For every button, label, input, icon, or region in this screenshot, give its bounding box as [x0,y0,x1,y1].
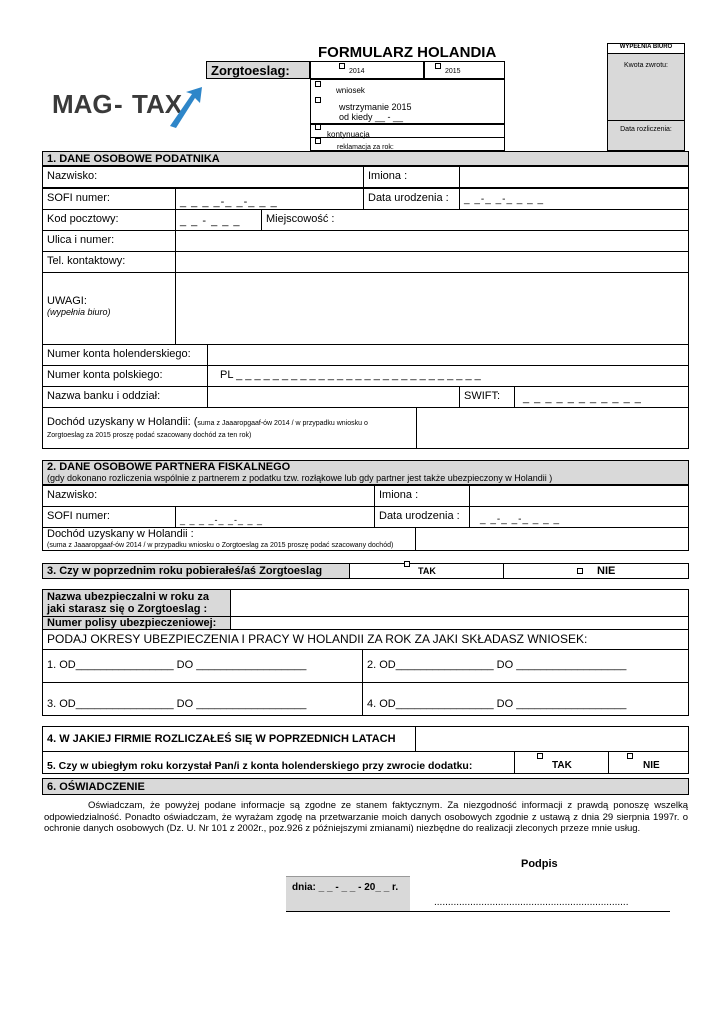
s3-tak-cell[interactable] [349,563,504,579]
s2-sofi-input[interactable]: _ _ _ _-_ _-_ _ _ [175,506,375,528]
s1-konto-hol-label: Numer konta holenderskiego: [42,344,208,366]
s5-nie-cell[interactable] [608,751,689,774]
s3-tak-label: TAK [418,566,436,576]
reklamacja-checkbox[interactable] [315,138,321,144]
s1-ulica-label: Ulica i numer: [42,230,176,252]
s3-ubezp-input[interactable] [230,589,689,617]
s6-signature-dots: ...................................................................... [434,897,629,908]
s5-nie-checkbox[interactable] [627,753,633,759]
wniosek-label: wniosek [336,86,365,95]
s1-swift-label: SWIFT: [459,386,515,408]
logo-dash: - [114,89,123,119]
section-6-heading: 6. OŚWIADCZENIE [42,778,689,795]
s1-data-ur-input[interactable]: _ _-_ _-_ _ _ _ [459,188,689,210]
s3-ubezp-label-1: Nazwa ubezpieczalni w roku za [47,591,209,603]
s3-polisa-input[interactable] [230,616,689,630]
kontynuacja-label: kontynuacja [327,130,370,139]
s3-period-4[interactable]: 4. OD________________ DO __________________ [362,682,689,716]
s1-bank-label: Nazwa banku i oddział: [42,386,208,408]
year-2014-checkbox[interactable] [339,63,345,69]
s1-konto-pl-input[interactable]: PL _ _ _ _ _ _ _ _ _ _ _ _ _ _ _ _ _ _ _ _ _ _ _ _ _ _ _ [207,365,689,387]
office-box [607,43,685,151]
logo-text-tax: TAX [132,89,183,119]
section-2-subheading: (gdy dokonano rozliczenia wspólnie z partnerem z podatku tzw. rozłąkowe lub gdy partner jest także ubezpieczony w Holandii ) [47,473,553,483]
request-divider [311,123,504,125]
s1-imiona-label: Imiona : [363,166,460,188]
s5-tak-cell[interactable] [514,751,609,774]
s2-data-ur-input[interactable]: _ _-_ _-_ _ _ _ [469,506,689,528]
wstrzymanie-checkbox[interactable] [315,97,321,103]
s1-imiona-input[interactable] [459,166,689,188]
s3-polisa-label: Numer polisy ubezpieczeniowej: [42,616,231,630]
s1-sofi-label: SOFI numer: [42,188,176,210]
year-2015-box[interactable] [424,61,505,79]
year-2015-checkbox[interactable] [435,63,441,69]
s3-nie-checkbox[interactable] [577,568,583,574]
year-2014-label: 2014 [349,68,365,75]
s1-uwagi-note: (wypełnia biuro) [47,307,111,317]
s5-nie-label: NIE [643,760,660,771]
s3-period-1[interactable]: 1. OD________________ DO __________________ [42,649,363,683]
s3-question: 3. Czy w poprzednim roku pobierałeś/aś Zorgtoeslag [42,563,350,579]
s1-tel-input[interactable] [175,251,689,273]
s1-dochod-note-1: suma z Jaaaropgaaf-ów 2014 / w przypadku wniosku o [197,420,368,427]
form-title: FORMULARZ HOLANDIA [318,44,497,61]
s3-okresy-title: PODAJ OKRESY UBEZPIECZENIA I PRACY W HOLANDII ZA ROK ZA JAKI SKŁADASZ WNIOSEK: [42,629,689,650]
s6-date-box[interactable] [286,876,410,912]
s1-uwagi-label: UWAGI: [47,295,87,307]
data-rozliczenia-label: Data rozliczenia: [620,126,672,133]
s3-ubezp-label [42,589,231,617]
s1-konto-hol-input[interactable] [207,344,689,366]
s3-nie-cell[interactable] [503,563,689,579]
s2-dochod-label-cell [42,527,416,551]
s3-ubezp-label-2: jaki starasz się o Zorgtoeslag : [47,603,208,615]
section-2-heading: 2. DANE OSOBOWE PARTNERA FISKALNEGO [47,461,291,473]
s6-signature-line[interactable] [410,911,670,912]
s1-dochod-note-2: Zorgtoeslag za 2015 proszę podać szacowany dochód za ten rok) [47,432,252,439]
s1-nazwisko-label: Nazwisko: [42,166,364,188]
s3-tak-checkbox[interactable] [404,561,410,567]
s1-dochod-label-cell [42,407,417,449]
section-1-heading: 1. DANE OSOBOWE PODATNIKA [42,151,689,166]
office-title: WYPEŁNIA BIURO [608,44,684,54]
s2-nazwisko-label: Nazwisko: [42,485,375,507]
s2-imiona-input[interactable] [469,485,689,507]
s6-podpis-label: Podpis [521,858,558,870]
year-2015-label: 2015 [445,68,461,75]
s4-question: 4. W JAKIEJ FIRMIE ROZLICZAŁEŚ SIĘ W POPRZEDNICH LATACH [42,726,416,752]
kontynuacja-checkbox[interactable] [315,124,321,130]
s2-dochod-label: Dochód uzyskany w Holandii : [47,528,194,540]
s1-swift-input[interactable]: _ _ _ _ _ _ _ _ _ _ _ [514,386,689,408]
s1-kod-label: Kod pocztowy: [42,209,176,231]
s1-kod-input[interactable]: _ _ - _ _ _ [175,209,262,231]
s2-dochod-note: (suma z Jaaaropgaaf-ów 2014 / w przypadku wniosku o Zorgtoeslag za 2015 proszę podać szacowany dochód) [47,542,394,549]
logo [52,86,207,134]
s6-date-field[interactable]: dnia: _ _ - _ _ - 20_ _ r. [292,882,399,893]
s1-sofi-input[interactable]: _ _ _ _-_ _-_ _ _ [175,188,364,210]
request-divider-2 [311,137,504,138]
office-divider [608,120,684,121]
s1-bank-input[interactable] [207,386,460,408]
wstrzymanie-label: wstrzymanie 2015 [339,102,412,112]
s1-uwagi-label-cell [42,272,176,345]
year-2014-box[interactable] [310,61,424,79]
s5-question: 5. Czy w ubiegłym roku korzystał Pan/i z konta holenderskiego przy zwrocie dodatku: [42,751,515,774]
logo-graphic [52,86,207,134]
s1-konto-pl-label: Numer konta polskiego: [42,365,208,387]
kwota-zwrotu-label: Kwota zwrotu: [624,62,668,69]
s2-sofi-label: SOFI numer: [42,506,176,528]
s5-tak-checkbox[interactable] [537,753,543,759]
section-2-heading-box [42,460,689,485]
zorgtoeslag-label: Zorgtoeslag: [206,61,310,79]
s2-imiona-label: Imiona : [374,485,470,507]
s1-uwagi-input[interactable] [175,272,689,345]
s6-declaration: Oświadczam, że powyżej podane informacje są zgodne ze stanem faktycznym. Za niezgodność informacji z prawdą ponoszę wszelką odpowiedzialność. Ponadto oświadczam, że wyrażam zgodę na przetwarzanie moich danych osobowych zgodnie z ustawą z dnia 29 sierpnia 1997r. o ochronie danych osobowych (Dz. U. Nr 101 z 2002r., poz.926 z późniejszymi zmianami) niezbędne do realizacji zleconych przeze mnie usług. [44,800,688,834]
wniosek-checkbox[interactable] [315,81,321,87]
reklamacja-label: reklamacja za rok: [337,144,394,151]
s3-period-3[interactable]: 3. OD________________ DO __________________ [42,682,363,716]
s1-dochod-label: Dochód uzyskany w Holandii: ( [47,416,198,428]
s3-period-2[interactable]: 2. OD________________ DO __________________ [362,649,689,683]
s1-tel-label: Tel. kontaktowy: [42,251,176,273]
s2-dochod-input[interactable] [415,527,689,551]
s4-input[interactable] [415,726,689,752]
s5-tak-label: TAK [552,760,572,771]
s1-miejscowosc-label: Miejscowość : [261,209,689,231]
request-type-box [310,79,505,151]
s1-ulica-input[interactable] [175,230,689,252]
s1-data-ur-label: Data urodzenia : [363,188,460,210]
od-kiedy-field[interactable]: od kiedy __ - __ [339,112,404,122]
s3-nie-label: NIE [597,565,616,577]
s2-data-ur-label: Data urodzenia : [374,506,470,528]
s1-dochod-input[interactable] [416,407,689,449]
logo-text-mag: MAG [52,89,113,119]
